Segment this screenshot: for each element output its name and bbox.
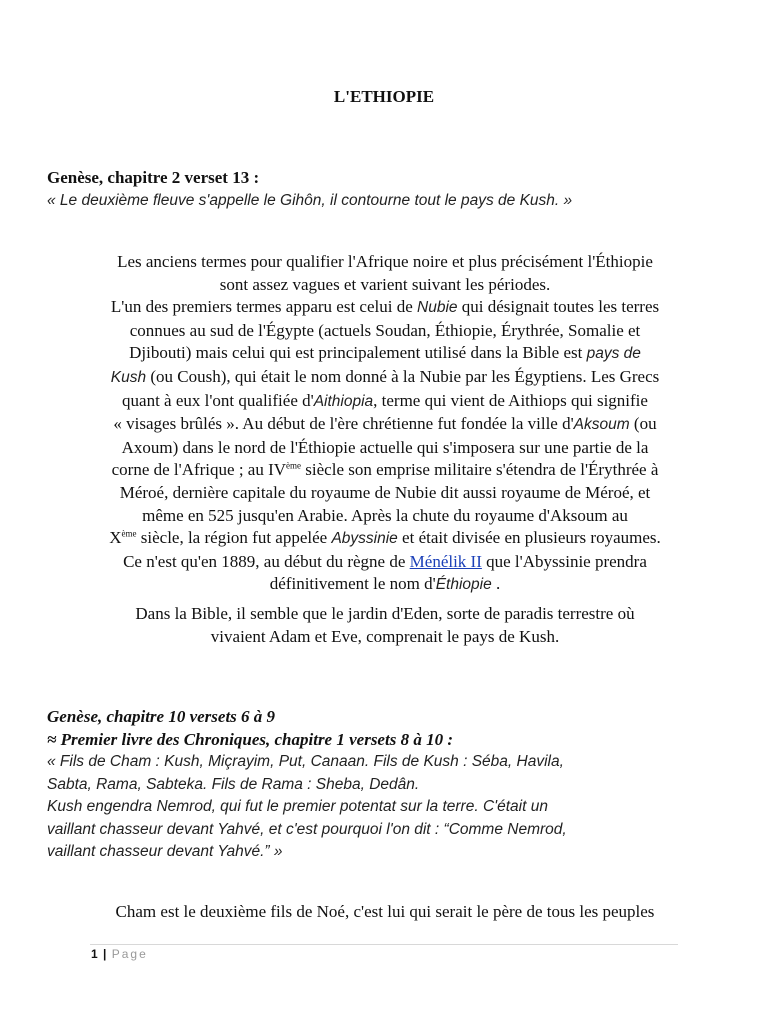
text-line: Les anciens termes pour qualifier l'Afrique noire et plus précisément l'Éthiopie — [117, 252, 653, 271]
superscript: ème — [121, 528, 137, 539]
page-number: 1 — [91, 947, 98, 961]
italic-term: Éthiopie — [435, 576, 492, 594]
page-label: Page — [111, 947, 148, 961]
bible-quote-line: vaillant chasseur devant Yahvé.” » — [47, 843, 283, 860]
text-line: Dans la Bible, il semble que le jardin d'Eden, sorte de paradis terrestre où — [135, 604, 635, 623]
text-line: définitivement le nom d'Éthiopie . — [269, 574, 501, 594]
footer-separator: | — [103, 947, 107, 961]
section-subheading: ≈ Premier livre des Chroniques, chapitre 1 versets 8 à 10 : — [47, 729, 453, 749]
text-line: Xème siècle, la région fut appelée Abyssinie et était divisée en plusieurs royaumes. — [109, 528, 661, 548]
italic-term: pays de — [586, 345, 641, 363]
paragraph-history — [40, 251, 730, 597]
text-line: Cham est le deuxième fils de Noé, c'est lui qui serait le père de tous les peuples — [115, 902, 655, 921]
italic-term: Kush — [110, 368, 147, 386]
section-genese-2 — [47, 167, 727, 212]
bible-quote-line: vaillant chasseur devant Yahvé, et c'est pourquoi l'on dit : “Comme Nemrod, — [47, 820, 567, 838]
text-line: connues au sud de l'Égypte (actuels Soudan, Éthiopie, Érythrée, Somalie et — [129, 320, 641, 340]
page-title: L'ETHIOPIE — [333, 87, 435, 106]
menelik-link[interactable]: Ménélik II — [409, 551, 482, 571]
paragraph-eden — [40, 603, 730, 648]
superscript: ème — [286, 460, 302, 471]
italic-term: Abyssinie — [331, 530, 398, 548]
text-line: Djibouti) mais celui qui est principalement utilisé dans la Bible est pays de — [129, 343, 641, 363]
text-line: Axoum) dans le nord de l'Éthiopie actuelle qui s'imposera sur une partie de la — [121, 437, 649, 457]
text-line: quant à eux l'ont qualifiée d'Aithiopia, terme qui vient de Aithiops qui signifie — [122, 390, 648, 410]
text-line: Ce n'est qu'en 1889, au début du règne de Ménélik II que l'Abyssinie prendra — [123, 551, 647, 571]
text-line: « visages brûlés ». Au début de l'ère chrétienne fut fondée la ville d'Aksoum (ou — [113, 414, 657, 434]
section-genese-10 — [47, 706, 727, 864]
italic-term: Nubie — [417, 299, 458, 317]
italic-term: Aksoum — [573, 416, 630, 434]
section-heading: Genèse, chapitre 2 verset 13 : — [47, 168, 260, 187]
paragraph-cham — [40, 901, 730, 924]
bible-quote-line: Sabta, Rama, Sabteka. Fils de Rama : Sheba, Dedân. — [47, 775, 420, 793]
italic-term: Aithiopia — [313, 392, 374, 410]
page-footer — [91, 947, 148, 961]
section-heading: Genèse, chapitre 10 versets 6 à 9 — [47, 707, 276, 726]
text-line: même en 525 jusqu'en Arabie. Après la chute du royaume d'Aksoum au — [142, 505, 628, 525]
bible-quote-line: Kush engendra Nemrod, qui fut le premier potentat sur la terre. C'était un — [47, 798, 548, 815]
text-line: vivaient Adam et Eve, comprenait le pays de Kush. — [210, 626, 560, 646]
text-line: Méroé, dernière capitale du royaume de Nubie dit aussi royaume de Méroé, et — [119, 482, 651, 502]
text-line: corne de l'Afrique ; au IVème siècle son emprise militaire s'étendra de l'Érythrée à — [111, 460, 659, 480]
footer-divider — [90, 944, 678, 945]
bible-quote: « Le deuxième fleuve s'appelle le Gihôn, il contourne tout le pays de Kush. » — [47, 191, 573, 209]
text-line: Kush (ou Coush), qui était le nom donné à la Nubie par les Égyptiens. Les Grecs — [110, 366, 660, 386]
bible-quote-line: « Fils de Cham : Kush, Miçrayim, Put, Canaan. Fils de Kush : Séba, Havila, — [47, 753, 564, 770]
text-line: L'un des premiers termes apparu est celui de Nubie qui désignait toutes les terres — [110, 297, 660, 317]
text-line: sont assez vagues et varient suivant les périodes. — [219, 274, 551, 294]
